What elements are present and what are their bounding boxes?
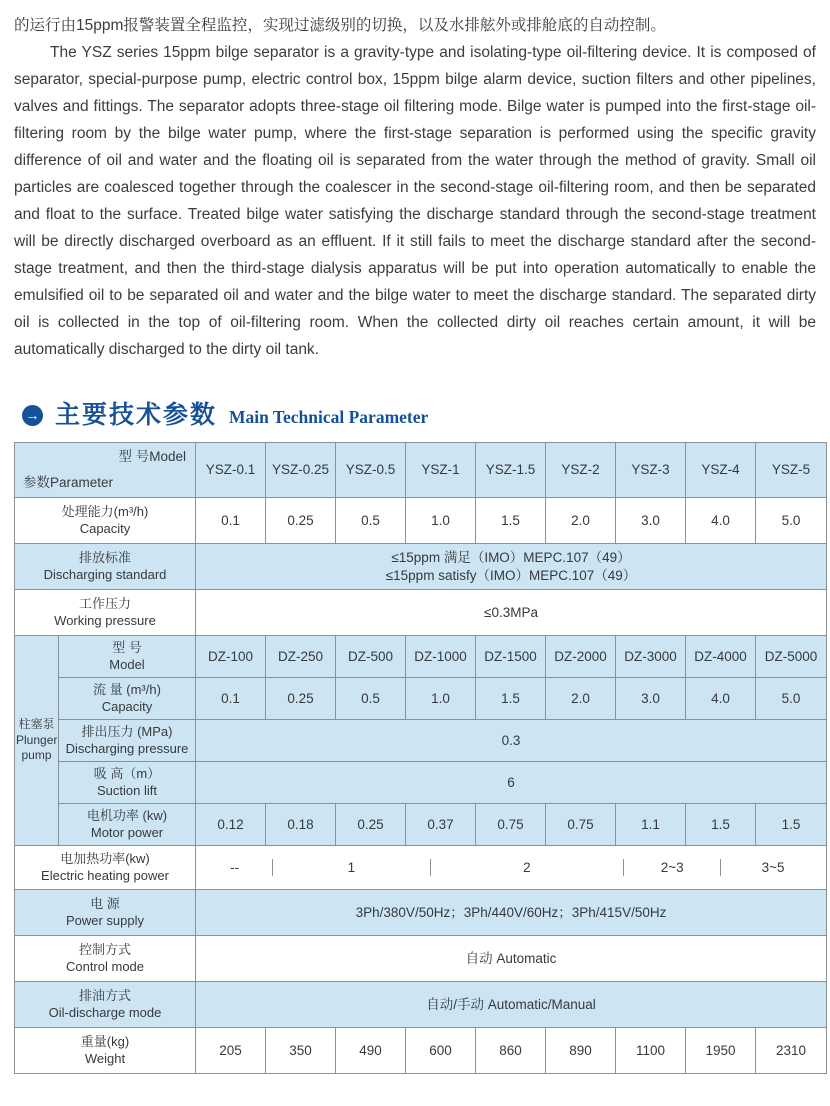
value-cell: 1.5: [476, 498, 546, 544]
value-cell: 1.5: [756, 804, 827, 846]
value-cell: 0.5: [336, 498, 406, 544]
value-cell: 3~5: [761, 859, 785, 875]
span-value-cell: 自动 Automatic: [196, 936, 827, 982]
row-label-cell: 重量(kg) Weight: [15, 1028, 196, 1074]
value-cell: 860: [476, 1028, 546, 1074]
value-cell: 0.1: [196, 498, 266, 544]
model-header-cell: YSZ-4: [686, 443, 756, 498]
value-cell: 0.18: [266, 804, 336, 846]
value-cell: 2.0: [546, 678, 616, 720]
value-cell: 600: [406, 1028, 476, 1074]
value-cell: 0.75: [546, 804, 616, 846]
value-cell: 2~3: [624, 859, 721, 877]
row-label-cell: 工作压力 Working pressure: [15, 590, 196, 636]
value-cell: DZ-1000: [406, 636, 476, 678]
value-cell: 0.1: [196, 678, 266, 720]
value-cell: DZ-2000: [546, 636, 616, 678]
value-cell: 3.0: [616, 498, 686, 544]
value-cell: 205: [196, 1028, 266, 1074]
section-title-en: Main Technical Parameter: [229, 407, 429, 427]
value-cell: 0.25: [336, 804, 406, 846]
row-label-cell: 型 号 Model: [59, 636, 196, 678]
span-value-cell: 0.3: [196, 720, 827, 762]
value-cell: DZ-250: [266, 636, 336, 678]
row-label-cell: 控制方式 Control mode: [15, 936, 196, 982]
value-cell: 3.0: [616, 678, 686, 720]
value-cell: 1.0: [406, 678, 476, 720]
row-label-cell: 排放标准 Discharging standard: [15, 544, 196, 590]
span-value-cell: ≤0.3MPa: [196, 590, 827, 636]
value-cell: 490: [336, 1028, 406, 1074]
value-cell: 1.1: [616, 804, 686, 846]
model-header-cell: YSZ-1: [406, 443, 476, 498]
heating-cells: [196, 846, 827, 890]
row-label-cell: 电机功率 (kw) Motor power: [59, 804, 196, 846]
row-label-cell: 吸 高（m） Suction lift: [59, 762, 196, 804]
value-cell: 0.5: [336, 678, 406, 720]
value-cell: 0.12: [196, 804, 266, 846]
value-cell: DZ-5000: [756, 636, 827, 678]
value-cell: DZ-100: [196, 636, 266, 678]
model-header-cell: YSZ-3: [616, 443, 686, 498]
value-cell: 1.0: [406, 498, 476, 544]
value-cell: 0.25: [266, 498, 336, 544]
value-cell: 5.0: [756, 498, 827, 544]
row-label-cell: 处理能力(m³/h) Capacity: [15, 498, 196, 544]
model-header-cell: YSZ-0.1: [196, 443, 266, 498]
value-cell: 1.5: [476, 678, 546, 720]
arrow-right-circle-icon: →: [22, 405, 43, 426]
value-cell: 2.0: [546, 498, 616, 544]
value-cell: 1.5: [686, 804, 756, 846]
value-cell: 1: [273, 859, 430, 877]
value-cell: 4.0: [686, 678, 756, 720]
value-cell: 0.25: [266, 678, 336, 720]
value-cell: 4.0: [686, 498, 756, 544]
section-title-cn: 主要技术参数: [55, 401, 218, 429]
row-label-cell: 电 源 Power supply: [15, 890, 196, 936]
corner-cell: 型 号Model 参数Parameter: [15, 443, 196, 498]
span-value-cell: 6: [196, 762, 827, 804]
value-cell: 2: [431, 859, 625, 877]
model-header-cell: YSZ-0.25: [266, 443, 336, 498]
spec-table: [14, 442, 827, 1074]
model-header-cell: YSZ-5: [756, 443, 827, 498]
value-cell: DZ-4000: [686, 636, 756, 678]
row-label-cell: 排油方式 Oil-discharge mode: [15, 982, 196, 1028]
intro-paragraph-en: The YSZ series 15ppm bilge separator is a gravity-type and isolating-type oil-filtering device. It is composed of separator, special-purpose pump, electric control box, 15ppm bilge alarm device, suction filters and other pipelines, valves and fittings. The separator adopts three-stage oil filtering mode. Bilge water is pumped into the first-stage oil-filtering room by the bilge water pump, where the first-stage separation is performed using the specific gravity difference of oil and water and the floating oil is separated from the water through the method of gravity. Small oil particles are coalesced together through the coalescer in the second-stage oil-filtering room, and then be separated and float to the surface. Treated bilge water satisfying the discharge standard through the second-stage treatment will be directly discharged overboard as an effluent. If it still fails to meet the discharge standard after the second-stage treatment, and then the third-stage dialysis apparatus will be put into operation automatically to enable the emulsified oil to be separated oil and water and the bilge water to meet the discharge standard. The separated dirty oil is collected in the top of oil-filtering room. When the collected dirty oil reaches certain amount, it will be automatically discharged to the dirty oil tank.: [14, 44, 816, 358]
value-cell: DZ-3000: [616, 636, 686, 678]
intro-paragraph-cn: 的运行由15ppm报警装置全程监控，实现过滤级别的切换，以及水排舷外或排舱底的自动控制。: [14, 17, 666, 34]
section-header: [22, 403, 816, 428]
span-value-cell: 3Ph/380V/50Hz；3Ph/440V/60Hz；3Ph/415V/50Hz: [196, 890, 827, 936]
model-header-cell: YSZ-0.5: [336, 443, 406, 498]
value-cell: DZ-500: [336, 636, 406, 678]
model-header-cell: YSZ-2: [546, 443, 616, 498]
row-label-cell: 排出压力 (MPa) Discharging pressure: [59, 720, 196, 762]
value-cell: 1950: [686, 1028, 756, 1074]
span-value-cell: 自动/手动 Automatic/Manual: [196, 982, 827, 1028]
pump-group-label-cell: 柱塞泵 Plunger pump: [15, 636, 59, 846]
row-label-cell: 流 量 (m³/h) Capacity: [59, 678, 196, 720]
value-cell: DZ-1500: [476, 636, 546, 678]
span-value-cell: ≤15ppm 满足（IMO）MEPC.107（49） ≤15ppm satisfy（IMO）MEPC.107（49）: [196, 544, 827, 590]
row-label-cell: 电加热功率(kw) Electric heating power: [15, 846, 196, 890]
value-cell: 0.75: [476, 804, 546, 846]
value-cell: 890: [546, 1028, 616, 1074]
value-cell: 5.0: [756, 678, 827, 720]
model-header-cell: YSZ-1.5: [476, 443, 546, 498]
value-cell: 2310: [756, 1028, 827, 1074]
value-cell: 350: [266, 1028, 336, 1074]
value-cell: --: [197, 859, 273, 877]
value-cell: 0.37: [406, 804, 476, 846]
value-cell: 1100: [616, 1028, 686, 1074]
